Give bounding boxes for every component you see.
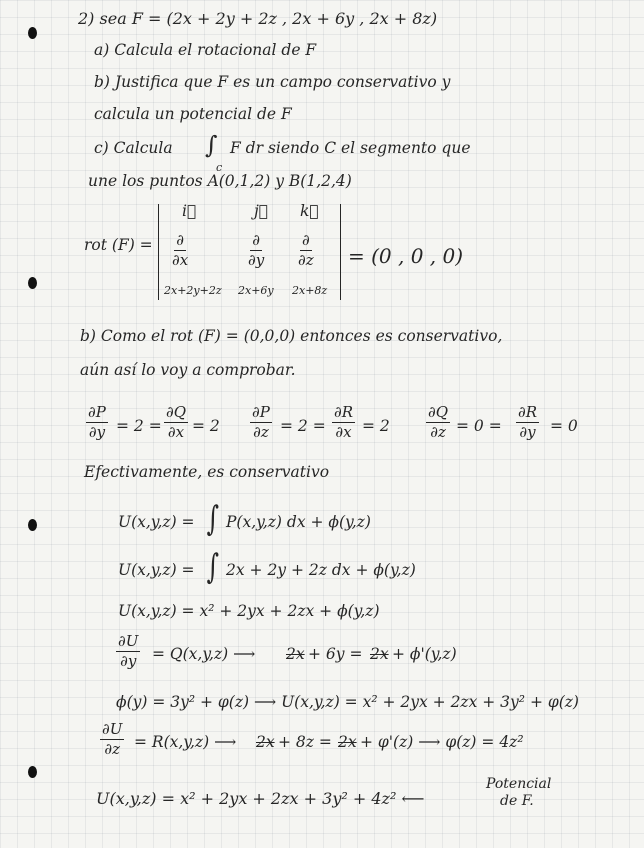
cancelled-term: 2x (338, 733, 357, 751)
frac-den: ∂z (253, 423, 269, 442)
partial-num: ∂ (250, 232, 262, 251)
frac-den: ∂z (430, 423, 446, 442)
potential-note-line1: Potencial (486, 776, 552, 792)
frac-num: ∂R (332, 404, 355, 423)
part-c-line2: une los puntos A(0,1,2) y B(1,2,4) (88, 172, 352, 190)
partial-den: ∂z (298, 251, 314, 270)
part-b-text-line1: b) Justifica que F es un campo conservativo y (94, 73, 451, 91)
frac-num: ∂P (250, 404, 272, 423)
rot-label: rot (F) = (84, 236, 153, 254)
potential-step4-mid: + 6y = (308, 645, 363, 663)
frac-num: ∂P (86, 404, 108, 423)
potential-step4-post: + ϕ'(y,z) (392, 645, 457, 663)
unit-vector-i: i⃗ (182, 202, 197, 220)
binder-hole (28, 27, 37, 39)
binder-hole (28, 277, 37, 289)
equality-text: = 0 (550, 417, 578, 435)
frac-num: ∂U (100, 721, 124, 740)
frac-den: ∂y (120, 652, 137, 671)
frac-den: ∂z (104, 740, 121, 759)
conclusion-text: Efectivamente, es conservativo (84, 463, 330, 481)
potential-step5: ϕ(y) = 3y² + φ(z) ⟶ U(x,y,z) = x² + 2yx + 2zx + 3y² + φ(z) (116, 693, 579, 711)
problem-statement: 2) sea F = (2x + 2y + 2z , 2x + 6y , 2x + 8z) (78, 9, 438, 28)
equality-text: = 0 = (456, 417, 502, 435)
frac-den: ∂y (88, 423, 106, 442)
cancelled-term: 2x (256, 733, 275, 751)
integral-sign: ∫ (206, 499, 220, 539)
dQ-dx (164, 404, 188, 442)
equality-text: = 2 = (116, 417, 162, 435)
dR-dx (332, 404, 355, 442)
potential-step2-rhs: 2x + 2y + 2z dx + ϕ(y,z) (226, 561, 416, 579)
part-a-text: a) Calcula el rotacional de F (94, 41, 317, 59)
partial-num: ∂ (300, 232, 312, 251)
frac-den: ∂x (335, 423, 352, 442)
dU-dz (100, 721, 124, 759)
curve-subscript: c (216, 161, 223, 174)
part-b-answer-line2: aún así lo voy a comprobar. (80, 361, 296, 379)
frac-den: ∂x (167, 423, 185, 442)
dR-dy (516, 404, 539, 442)
potential-step3: U(x,y,z) = x² + 2yx + 2zx + ϕ(y,z) (118, 602, 380, 620)
frac-num: ∂Q (426, 404, 450, 423)
partial-den: ∂x (172, 251, 189, 270)
potential-step1-rhs: P(x,y,z) dx + ϕ(y,z) (226, 513, 371, 531)
part-c-suffix: F dr siendo C el segmento que (230, 139, 471, 157)
final-potential: U(x,y,z) = x² + 2yx + 2zx + 3y² + 4z² ⟵ (96, 789, 425, 808)
equality-text: = 2 (362, 417, 390, 435)
binder-hole (28, 766, 37, 778)
frac-den: ∂y (519, 423, 536, 442)
frac-num: ∂R (516, 404, 539, 423)
determinant-right-bar (340, 204, 341, 300)
partial-operator-y (248, 232, 264, 270)
partial-num: ∂ (174, 232, 186, 251)
unit-vector-j: j⃗ (254, 202, 269, 220)
partial-den: ∂y (248, 251, 265, 270)
potential-step6-post: + φ'(z) ⟶ φ(z) = 4z² (360, 733, 524, 751)
cancelled-term: 2x (370, 645, 389, 663)
potential-step4-pre: = Q(x,y,z) ⟶ (152, 645, 256, 663)
determinant-left-bar (158, 204, 159, 300)
dQ-dz (426, 404, 450, 442)
unit-vector-k: k⃗ (300, 202, 319, 220)
part-b-answer-line1: b) Como el rot (F) = (0,0,0) entonces es conservativo, (80, 327, 503, 345)
integral-sign: ∫ (206, 547, 220, 587)
component-p: 2x+2y+2z (164, 284, 222, 297)
potential-step1-lhs: U(x,y,z) = (118, 513, 195, 531)
dU-dy (116, 633, 140, 671)
part-c-prefix: c) Calcula (94, 139, 173, 157)
equality-text: = 2 (192, 417, 220, 435)
dP-dz (250, 404, 272, 442)
component-r: 2x+8z (292, 284, 328, 297)
potential-step2-lhs: U(x,y,z) = (118, 561, 195, 579)
binder-hole (28, 519, 37, 531)
frac-num: ∂U (116, 633, 140, 652)
rot-result: = (0 , 0 , 0) (348, 244, 464, 268)
frac-num: ∂Q (164, 404, 188, 423)
cancelled-term: 2x (286, 645, 305, 663)
line-integral-sign: ∫ (205, 131, 218, 159)
dP-dy (86, 404, 108, 442)
potential-note-line2: de F. (500, 793, 534, 809)
partial-operator-x (172, 232, 188, 270)
part-b-text-line2: calcula un potencial de F (94, 105, 292, 123)
partial-operator-z (298, 232, 314, 270)
component-q: 2x+6y (238, 284, 274, 297)
potential-step6-pre: = R(x,y,z) ⟶ (134, 733, 237, 751)
equality-text: = 2 = (280, 417, 326, 435)
potential-step6-mid: + 8z = (278, 733, 332, 751)
